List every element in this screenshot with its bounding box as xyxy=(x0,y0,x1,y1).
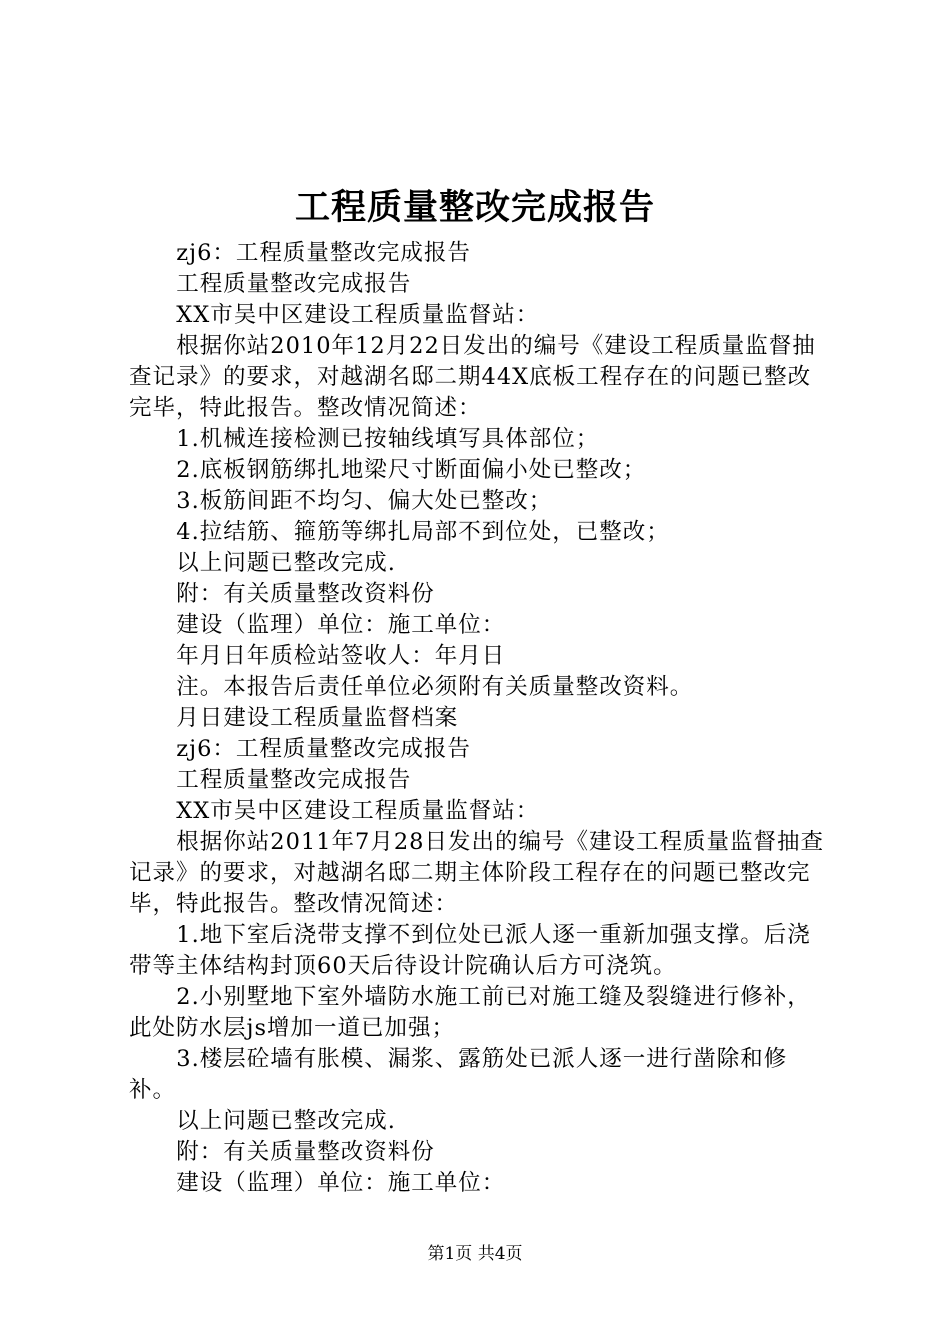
paragraph: 附：有关质量整改资料份 xyxy=(176,1139,435,1165)
paragraph: XX市吴中区建设工程质量监督站： xyxy=(176,302,540,328)
paragraph: 注。本报告后责任单位必须附有关质量整改资料。 xyxy=(176,674,694,700)
paragraph: 以上问题已整改完成. xyxy=(176,550,396,576)
page-number-footer: 第1页 共4页 xyxy=(427,1244,523,1264)
paragraph: 工程质量整改完成报告 xyxy=(176,271,412,297)
paragraph: 3.板筋间距不均匀、偏大处已整改； xyxy=(176,488,553,514)
paragraph: zj6：工程质量整改完成报告 xyxy=(176,736,471,762)
paragraph: 根据你站2010年12月22日发出的编号《建设工程质量监督抽查记录》的要求，对越湖名邸二期44X底板工程存在的问题已整改完毕，特此报告。整改情况简述： xyxy=(129,333,816,421)
paragraph: XX市吴中区建设工程质量监督站： xyxy=(176,798,540,824)
paragraph: 工程质量整改完成报告 xyxy=(176,767,412,793)
paragraph: 月日建设工程质量监督档案 xyxy=(176,705,459,731)
paragraph: 附：有关质量整改资料份 xyxy=(176,581,435,607)
paragraph: 建设（监理）单位：施工单位： xyxy=(176,612,506,638)
paragraph: 2.底板钢筋绑扎地梁尺寸断面偏小处已整改； xyxy=(176,457,647,483)
paragraph: zj6：工程质量整改完成报告 xyxy=(176,240,471,266)
document-body xyxy=(129,238,829,1199)
paragraph: 1.地下室后浇带支撑不到位处已派人逐一重新加强支撑。后浇带等主体结构封顶60天后待设计院确认后方可浇筑。 xyxy=(129,922,811,979)
paragraph: 2.小别墅地下室外墙防水施工前已对施工缝及裂缝进行修补，此处防水层js增加一道已加强； xyxy=(129,984,811,1041)
paragraph: 年月日年质检站签收人：年月日 xyxy=(176,643,506,669)
paragraph: 根据你站2011年7月28日发出的编号《建设工程质量监督抽查记录》的要求，对越湖名邸二期主体阶段工程存在的问题已整改完毕，特此报告。整改情况简述： xyxy=(129,829,824,917)
document-title: 工程质量整改完成报告 xyxy=(294,188,655,228)
paragraph: 4.拉结筋、箍筋等绑扎局部不到位处，已整改； xyxy=(176,519,670,545)
paragraph: 建设（监理）单位：施工单位： xyxy=(176,1170,506,1196)
paragraph: 3.楼层砼墙有胀模、漏浆、露筋处已派人逐一进行凿除和修补。 xyxy=(129,1046,788,1103)
paragraph: 1.机械连接检测已按轴线填写具体部位； xyxy=(176,426,600,452)
paragraph: 以上问题已整改完成. xyxy=(176,1108,396,1134)
